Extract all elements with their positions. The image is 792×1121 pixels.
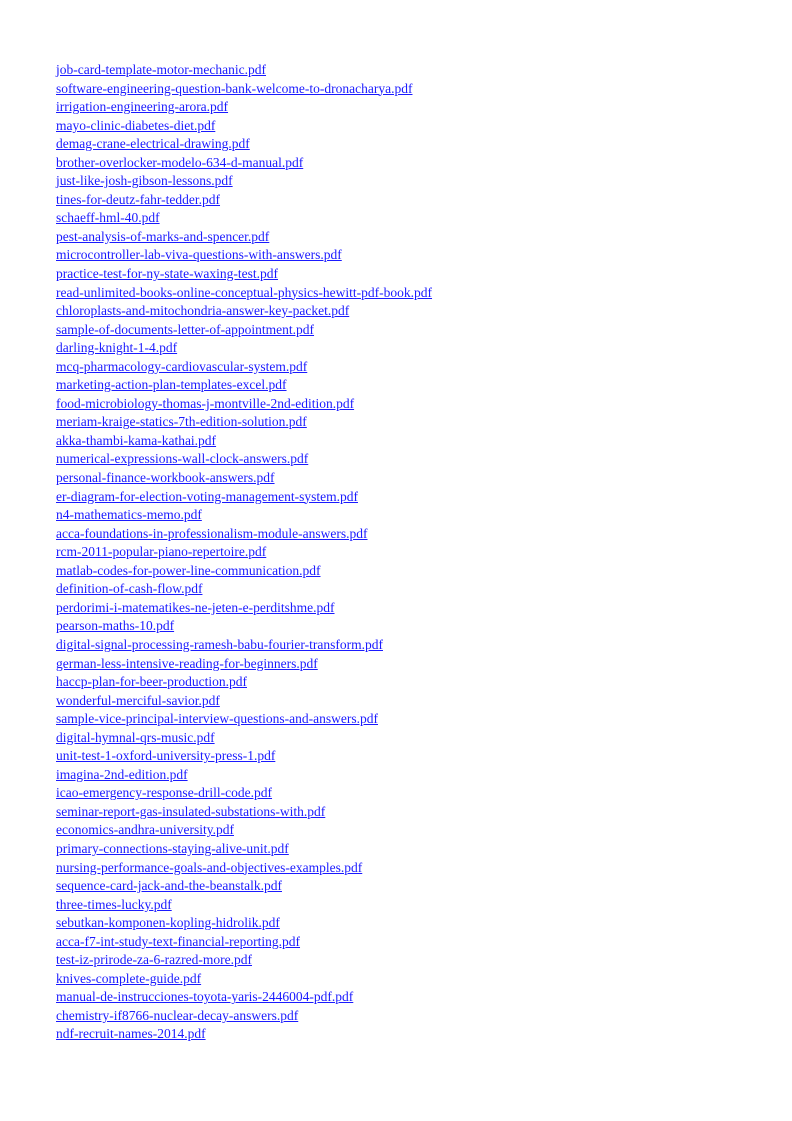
list-item	[56, 488, 432, 507]
list-item	[56, 450, 432, 469]
pdf-link[interactable]: acca-foundations-in-professionalism-module-answers.pdf	[56, 525, 368, 541]
list-item	[56, 747, 432, 766]
list-item	[56, 766, 432, 785]
pdf-link[interactable]: imagina-2nd-edition.pdf	[56, 766, 188, 782]
pdf-link[interactable]: mayo-clinic-diabetes-diet.pdf	[56, 117, 216, 133]
pdf-link[interactable]: sebutkan-komponen-kopling-hidrolik.pdf	[56, 915, 280, 931]
pdf-link[interactable]: three-times-lucky.pdf	[56, 896, 172, 912]
pdf-link[interactable]: sample-vice-principal-interview-questions-and-answers.pdf	[56, 711, 379, 727]
pdf-link[interactable]: ndf-recruit-names-2014.pdf	[56, 1026, 206, 1042]
list-item	[56, 617, 432, 636]
pdf-link[interactable]: wonderful-merciful-savior.pdf	[56, 692, 220, 708]
list-item	[56, 1025, 432, 1044]
list-item	[56, 321, 432, 340]
list-item	[56, 117, 432, 136]
list-item	[56, 284, 432, 303]
pdf-link[interactable]: acca-f7-int-study-text-financial-reporting.pdf	[56, 933, 301, 949]
list-item	[56, 469, 432, 488]
list-item	[56, 61, 432, 80]
list-item	[56, 228, 432, 247]
list-item	[56, 265, 432, 284]
pdf-link[interactable]: sample-of-documents-letter-of-appointment.pdf	[56, 321, 315, 337]
pdf-link[interactable]: practice-test-for-ny-state-waxing-test.pdf	[56, 266, 279, 282]
pdf-link[interactable]: manual-de-instrucciones-toyota-yaris-2446004-pdf.pdf	[56, 989, 354, 1005]
list-item	[56, 191, 432, 210]
list-item	[56, 135, 432, 154]
list-item	[56, 358, 432, 377]
pdf-link[interactable]: irrigation-engineering-arora.pdf	[56, 99, 229, 115]
list-item	[56, 970, 432, 989]
pdf-link[interactable]: haccp-plan-for-beer-production.pdf	[56, 674, 247, 690]
pdf-link[interactable]: rcm-2011-popular-piano-repertoire.pdf	[56, 544, 267, 560]
pdf-link[interactable]: brother-overlocker-modelo-634-d-manual.pdf	[56, 154, 304, 170]
pdf-link[interactable]: job-card-template-motor-mechanic.pdf	[56, 62, 267, 77]
list-item	[56, 432, 432, 451]
list-item	[56, 209, 432, 228]
pdf-link[interactable]: software-engineering-question-bank-welcome-to-dronacharya.pdf	[56, 80, 413, 96]
list-item	[56, 395, 432, 414]
pdf-link[interactable]: german-less-intensive-reading-for-beginners.pdf	[56, 655, 318, 671]
list-item	[56, 98, 432, 117]
list-item	[56, 933, 432, 952]
list-item	[56, 821, 432, 840]
list-item	[56, 246, 432, 265]
pdf-link[interactable]: tines-for-deutz-fahr-tedder.pdf	[56, 191, 221, 207]
pdf-link[interactable]: marketing-action-plan-templates-excel.pdf	[56, 377, 287, 393]
pdf-link[interactable]: pest-analysis-of-marks-and-spencer.pdf	[56, 228, 270, 244]
pdf-link[interactable]: matlab-codes-for-power-line-communication.pdf	[56, 562, 321, 578]
list-item	[56, 988, 432, 1007]
pdf-link[interactable]: chemistry-if8766-nuclear-decay-answers.pdf	[56, 1007, 299, 1023]
pdf-link[interactable]: icao-emergency-response-drill-code.pdf	[56, 785, 273, 801]
list-item	[56, 599, 432, 618]
pdf-link[interactable]: er-diagram-for-election-voting-management-system.pdf	[56, 488, 358, 504]
list-item	[56, 840, 432, 859]
pdf-link[interactable]: microcontroller-lab-viva-questions-with-answers.pdf	[56, 247, 342, 263]
list-item	[56, 655, 432, 674]
pdf-link[interactable]: demag-crane-electrical-drawing.pdf	[56, 136, 250, 152]
pdf-link[interactable]: schaeff-hml-40.pdf	[56, 210, 160, 226]
pdf-link[interactable]: personal-finance-workbook-answers.pdf	[56, 470, 275, 486]
pdf-link[interactable]: nursing-performance-goals-and-objectives-examples.pdf	[56, 859, 363, 875]
list-item	[56, 673, 432, 692]
list-item	[56, 877, 432, 896]
pdf-link[interactable]: digital-signal-processing-ramesh-babu-fourier-transform.pdf	[56, 636, 383, 652]
pdf-link[interactable]: chloroplasts-and-mitochondria-answer-key-packet.pdf	[56, 303, 350, 319]
list-item	[56, 1007, 432, 1026]
pdf-link[interactable]: akka-thambi-kama-kathai.pdf	[56, 432, 217, 448]
pdf-link[interactable]: pearson-maths-10.pdf	[56, 618, 175, 634]
pdf-link[interactable]: n4-mathematics-memo.pdf	[56, 507, 202, 523]
list-item	[56, 339, 432, 358]
list-item	[56, 413, 432, 432]
pdf-link[interactable]: sequence-card-jack-and-the-beanstalk.pdf	[56, 878, 282, 894]
list-item	[56, 376, 432, 395]
pdf-link[interactable]: meriam-kraige-statics-7th-edition-solution.pdf	[56, 414, 307, 430]
list-item	[56, 784, 432, 803]
list-item	[56, 525, 432, 544]
list-item	[56, 562, 432, 581]
list-item	[56, 803, 432, 822]
pdf-link[interactable]: test-iz-prirode-za-6-razred-more.pdf	[56, 952, 253, 968]
pdf-link[interactable]: read-unlimited-books-online-conceptual-physics-hewitt-pdf-book.pdf	[56, 284, 433, 300]
list-item	[56, 692, 432, 711]
pdf-link[interactable]: numerical-expressions-wall-clock-answers.pdf	[56, 451, 309, 467]
pdf-link[interactable]: just-like-josh-gibson-lessons.pdf	[56, 173, 233, 189]
pdf-link[interactable]: seminar-report-gas-insulated-substations-with.pdf	[56, 803, 326, 819]
pdf-link-list	[56, 61, 432, 1044]
pdf-link[interactable]: food-microbiology-thomas-j-montville-2nd-edition.pdf	[56, 395, 355, 411]
list-item	[56, 896, 432, 915]
list-item	[56, 302, 432, 321]
list-item	[56, 729, 432, 748]
list-item	[56, 636, 432, 655]
list-item	[56, 172, 432, 191]
list-item	[56, 506, 432, 525]
list-item	[56, 543, 432, 562]
list-item	[56, 914, 432, 933]
list-item	[56, 580, 432, 599]
list-item	[56, 951, 432, 970]
list-item	[56, 710, 432, 729]
list-item	[56, 80, 432, 99]
pdf-link[interactable]: unit-test-1-oxford-university-press-1.pdf	[56, 748, 276, 764]
pdf-link[interactable]: digital-hymnal-qrs-music.pdf	[56, 729, 215, 745]
pdf-link[interactable]: perdorimi-i-matematikes-ne-jeten-e-perditshme.pdf	[56, 599, 335, 615]
pdf-link[interactable]: definition-of-cash-flow.pdf	[56, 581, 203, 597]
list-item	[56, 859, 432, 878]
list-item	[56, 154, 432, 173]
pdf-link[interactable]: primary-connections-staying-alive-unit.pdf	[56, 840, 289, 856]
pdf-link[interactable]: economics-andhra-university.pdf	[56, 822, 234, 838]
pdf-link[interactable]: knives-complete-guide.pdf	[56, 970, 202, 986]
pdf-link[interactable]: darling-knight-1-4.pdf	[56, 340, 178, 356]
pdf-link[interactable]: mcq-pharmacology-cardiovascular-system.pdf	[56, 358, 308, 374]
